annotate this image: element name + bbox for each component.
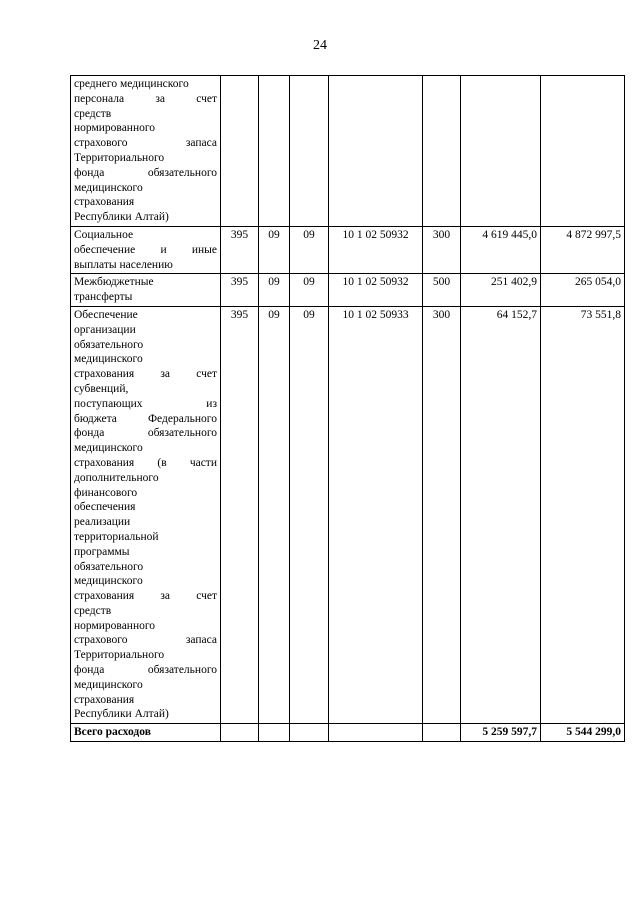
subsection-cell: 09 [290, 306, 329, 723]
expense-type-cell [423, 76, 461, 227]
expense-name-cell [71, 274, 221, 307]
table-row [71, 306, 625, 723]
expense-name-line: реализации [74, 516, 131, 529]
expense-type-cell: 300 [423, 306, 461, 723]
admin-code-cell [221, 76, 259, 227]
expense-name-line: Межбюджетные [74, 276, 154, 289]
target-item-cell: 10 1 02 50932 [329, 274, 423, 307]
expense-name-line: Обеспечение [74, 308, 138, 321]
expense-name-line: страхового запаса [74, 634, 217, 647]
total-row [71, 724, 625, 742]
expense-name-line: обеспечения [74, 501, 136, 514]
expense-name-line: Республики Алтай) [74, 708, 169, 721]
expense-type-cell: 500 [423, 274, 461, 307]
expense-type-cell: 300 [423, 226, 461, 273]
admin-code-cell: 395 [221, 306, 259, 723]
subsection-cell: 09 [290, 226, 329, 273]
expense-name-line: субвенций, [74, 382, 129, 395]
expense-name-line: медицинского [74, 678, 143, 691]
budget-table [70, 75, 625, 742]
table-row [71, 226, 625, 273]
expense-name-line: персонала за счет [74, 92, 217, 105]
section-cell: 09 [259, 226, 290, 273]
empty-cell [423, 724, 461, 742]
empty-cell [221, 724, 259, 742]
section-cell: 09 [259, 306, 290, 723]
expense-name-line: Территориального [74, 649, 165, 662]
subsection-cell [290, 76, 329, 227]
expense-name-cell [71, 76, 221, 227]
expense-name-line: медицинского [74, 575, 143, 588]
amount-year1-cell: 251 402,9 [461, 274, 541, 307]
admin-code-cell: 395 [221, 226, 259, 273]
page-number: 24 [313, 38, 327, 53]
expense-name-line: средств [74, 604, 112, 617]
expense-name-line: территориальной [74, 530, 159, 543]
expense-name-line: фонда обязательного [74, 427, 217, 440]
expense-name-line: выплаты населению [74, 258, 173, 271]
expense-name-line: Республики Алтай) [74, 211, 169, 224]
amount-year1-cell: 4 619 445,0 [461, 226, 541, 273]
expense-name-cell [71, 226, 221, 273]
expense-name-line: фонда обязательного [74, 166, 217, 179]
amount-year2-cell: 73 551,8 [541, 306, 625, 723]
amount-year2-cell [541, 76, 625, 227]
expense-name-line: фонда обязательного [74, 664, 217, 677]
expense-name-line: нормированного [74, 122, 156, 135]
expense-name-line: Социальное [74, 228, 134, 241]
expense-name-line: финансового [74, 486, 138, 499]
admin-code-cell: 395 [221, 274, 259, 307]
expense-name-line: обязательного [74, 338, 144, 351]
empty-cell [329, 724, 423, 742]
subsection-cell: 09 [290, 274, 329, 307]
empty-cell [259, 724, 290, 742]
amount-year2-cell: 4 872 997,5 [541, 226, 625, 273]
expense-name-line: медицинского [74, 353, 143, 366]
expense-name-line: программы [74, 545, 130, 558]
expense-name-line: страхования [74, 196, 135, 209]
expense-name-line: страхования (в части [74, 456, 217, 469]
expense-name-line: средств [74, 107, 112, 120]
expense-name-line: страхования [74, 693, 135, 706]
expense-name-line: среднего медицинского [74, 78, 189, 90]
expense-name-cell [71, 306, 221, 723]
empty-cell [290, 724, 329, 742]
amount-year1-cell [461, 76, 541, 227]
amount-year2-cell: 265 054,0 [541, 274, 625, 307]
target-item-cell: 10 1 02 50932 [329, 226, 423, 273]
section-cell [259, 76, 290, 227]
amount-year1-cell: 64 152,7 [461, 306, 541, 723]
section-cell: 09 [259, 274, 290, 307]
expense-name-line: поступающих из [74, 397, 217, 410]
expense-name-line: дополнительного [74, 471, 159, 484]
total-label: Всего расходов [71, 724, 221, 742]
expense-name-line: Территориального [74, 151, 165, 164]
expense-name-line: бюджета Федерального [74, 412, 217, 425]
expense-name-line: страхования за счет [74, 590, 217, 603]
expense-name-line: обеспечение и иные [74, 243, 217, 256]
total-year2: 5 544 299,0 [541, 724, 625, 742]
total-year1: 5 259 597,7 [461, 724, 541, 742]
expense-name-line: обязательного [74, 560, 144, 573]
expense-name-line: медицинского [74, 442, 143, 455]
expense-name-line: нормированного [74, 619, 156, 632]
expense-name-line: трансферты [74, 291, 133, 304]
expense-name-line: страхования за счет [74, 368, 217, 381]
expense-name-line: медицинского [74, 181, 143, 194]
table-row [71, 76, 625, 227]
expense-name-line: организации [74, 323, 136, 336]
target-item-cell: 10 1 02 50933 [329, 306, 423, 723]
table-row [71, 274, 625, 307]
target-item-cell [329, 76, 423, 227]
expense-name-line: страхового запаса [74, 137, 217, 150]
